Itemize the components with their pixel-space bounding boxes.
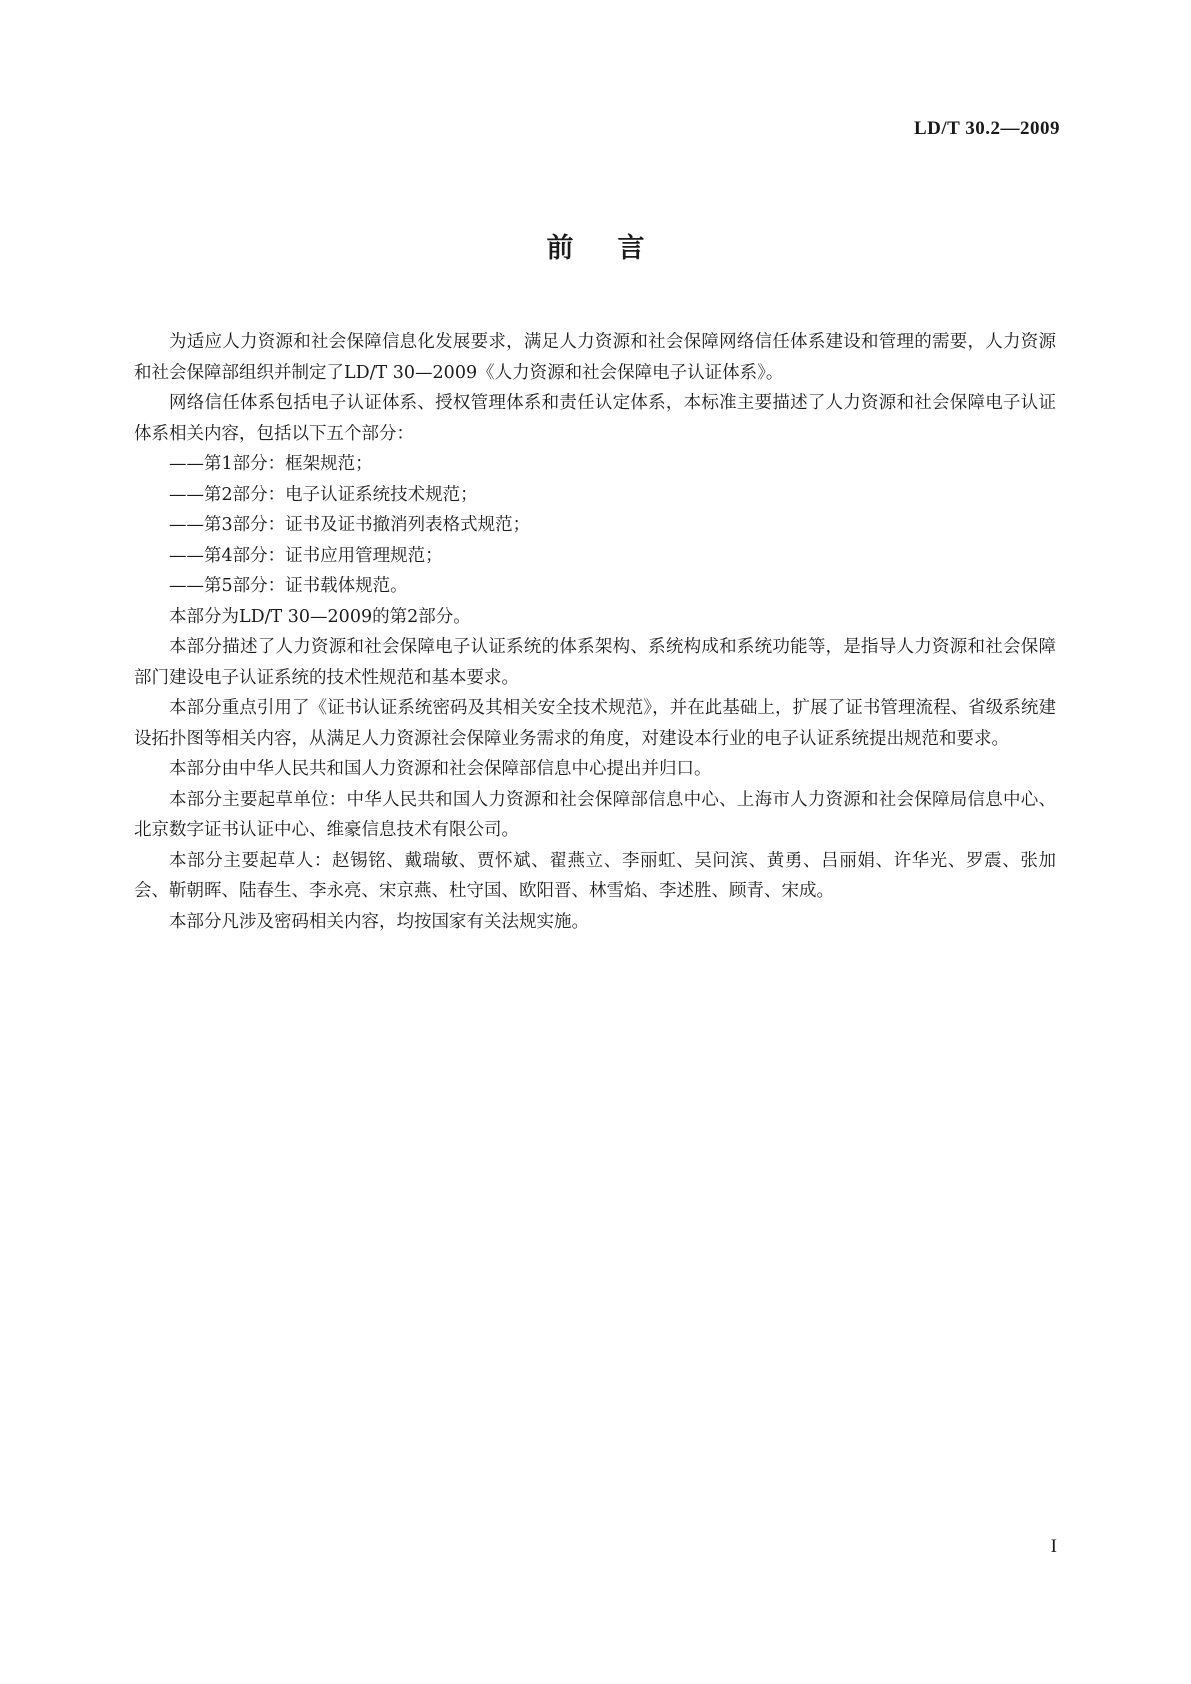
paragraph-drafting-units: 本部分主要起草单位：中华人民共和国人力资源和社会保障部信息中心、上海市人力资源和社会保障局信息中心、北京数字证书认证中心、维豪信息技术有限公司。 xyxy=(134,789,1056,840)
paragraph-part-statement: 本部分为LD/T 30—2009的第2部分。 xyxy=(169,606,471,627)
page-title: 前言 xyxy=(546,233,689,264)
list-item-part-5: ——第5部分：证书载体规范。 xyxy=(169,576,408,596)
list-item-part-3: ——第3部分：证书及证书撤消列表格式规范； xyxy=(169,515,531,535)
standard-number: LD/T 30.2—2009 xyxy=(913,118,1060,139)
paragraph-scope: 网络信任体系包括电子认证体系、授权管理体系和责任认定体系，本标准主要描述了人力资源和社会保障电子认证体系相关内容，包括以下五个部分： xyxy=(134,393,1056,444)
paragraph-cryptography: 本部分凡涉及密码相关内容，均按国家有关法规实施。 xyxy=(169,911,589,932)
paragraph-drafters: 本部分主要起草人：赵锡铭、戴瑞敏、贾怀斌、翟燕立、李丽虹、吴问滨、黄勇、吕丽娟、许华光、罗震、张加会、靳朝晖、陆春生、李永亮、宋京燕、杜守国、欧阳晋、林雪焰、李述胜、顾青、宋成。 xyxy=(134,850,1056,901)
list-item-part-2: ——第2部分：电子认证系统技术规范； xyxy=(169,484,478,505)
paragraph-proposer: 本部分由中华人民共和国人力资源和社会保障部信息中心提出并归口。 xyxy=(169,759,712,779)
paragraph-references: 本部分重点引用了《证书认证系统密码及其相关安全技术规范》，并在此基础上，扩展了证书管理流程、省级系统建设拓扑图等相关内容，从满足人力资源社会保障业务需求的角度，对建设本行业的电子认证系统提出规范和要求。 xyxy=(134,698,1056,749)
list-item-part-1: ——第1部分：框架规范； xyxy=(169,454,373,474)
foreword-body xyxy=(134,327,1056,937)
page-number: I xyxy=(1050,1536,1057,1557)
paragraph-description: 本部分描述了人力资源和社会保障电子认证系统的体系架构、系统构成和系统功能等，是指导人力资源和社会保障部门建设电子认证系统的技术性规范和基本要求。 xyxy=(134,637,1056,688)
paragraph-purpose: 为适应人力资源和社会保障信息化发展要求，满足人力资源和社会保障网络信任体系建设和管理的需要，人力资源和社会保障部组织并制定了LD/T 30—2009《人力资源和社会保障电子认证体系》。 xyxy=(134,332,1056,383)
list-item-part-4: ——第4部分：证书应用管理规范； xyxy=(169,545,443,566)
